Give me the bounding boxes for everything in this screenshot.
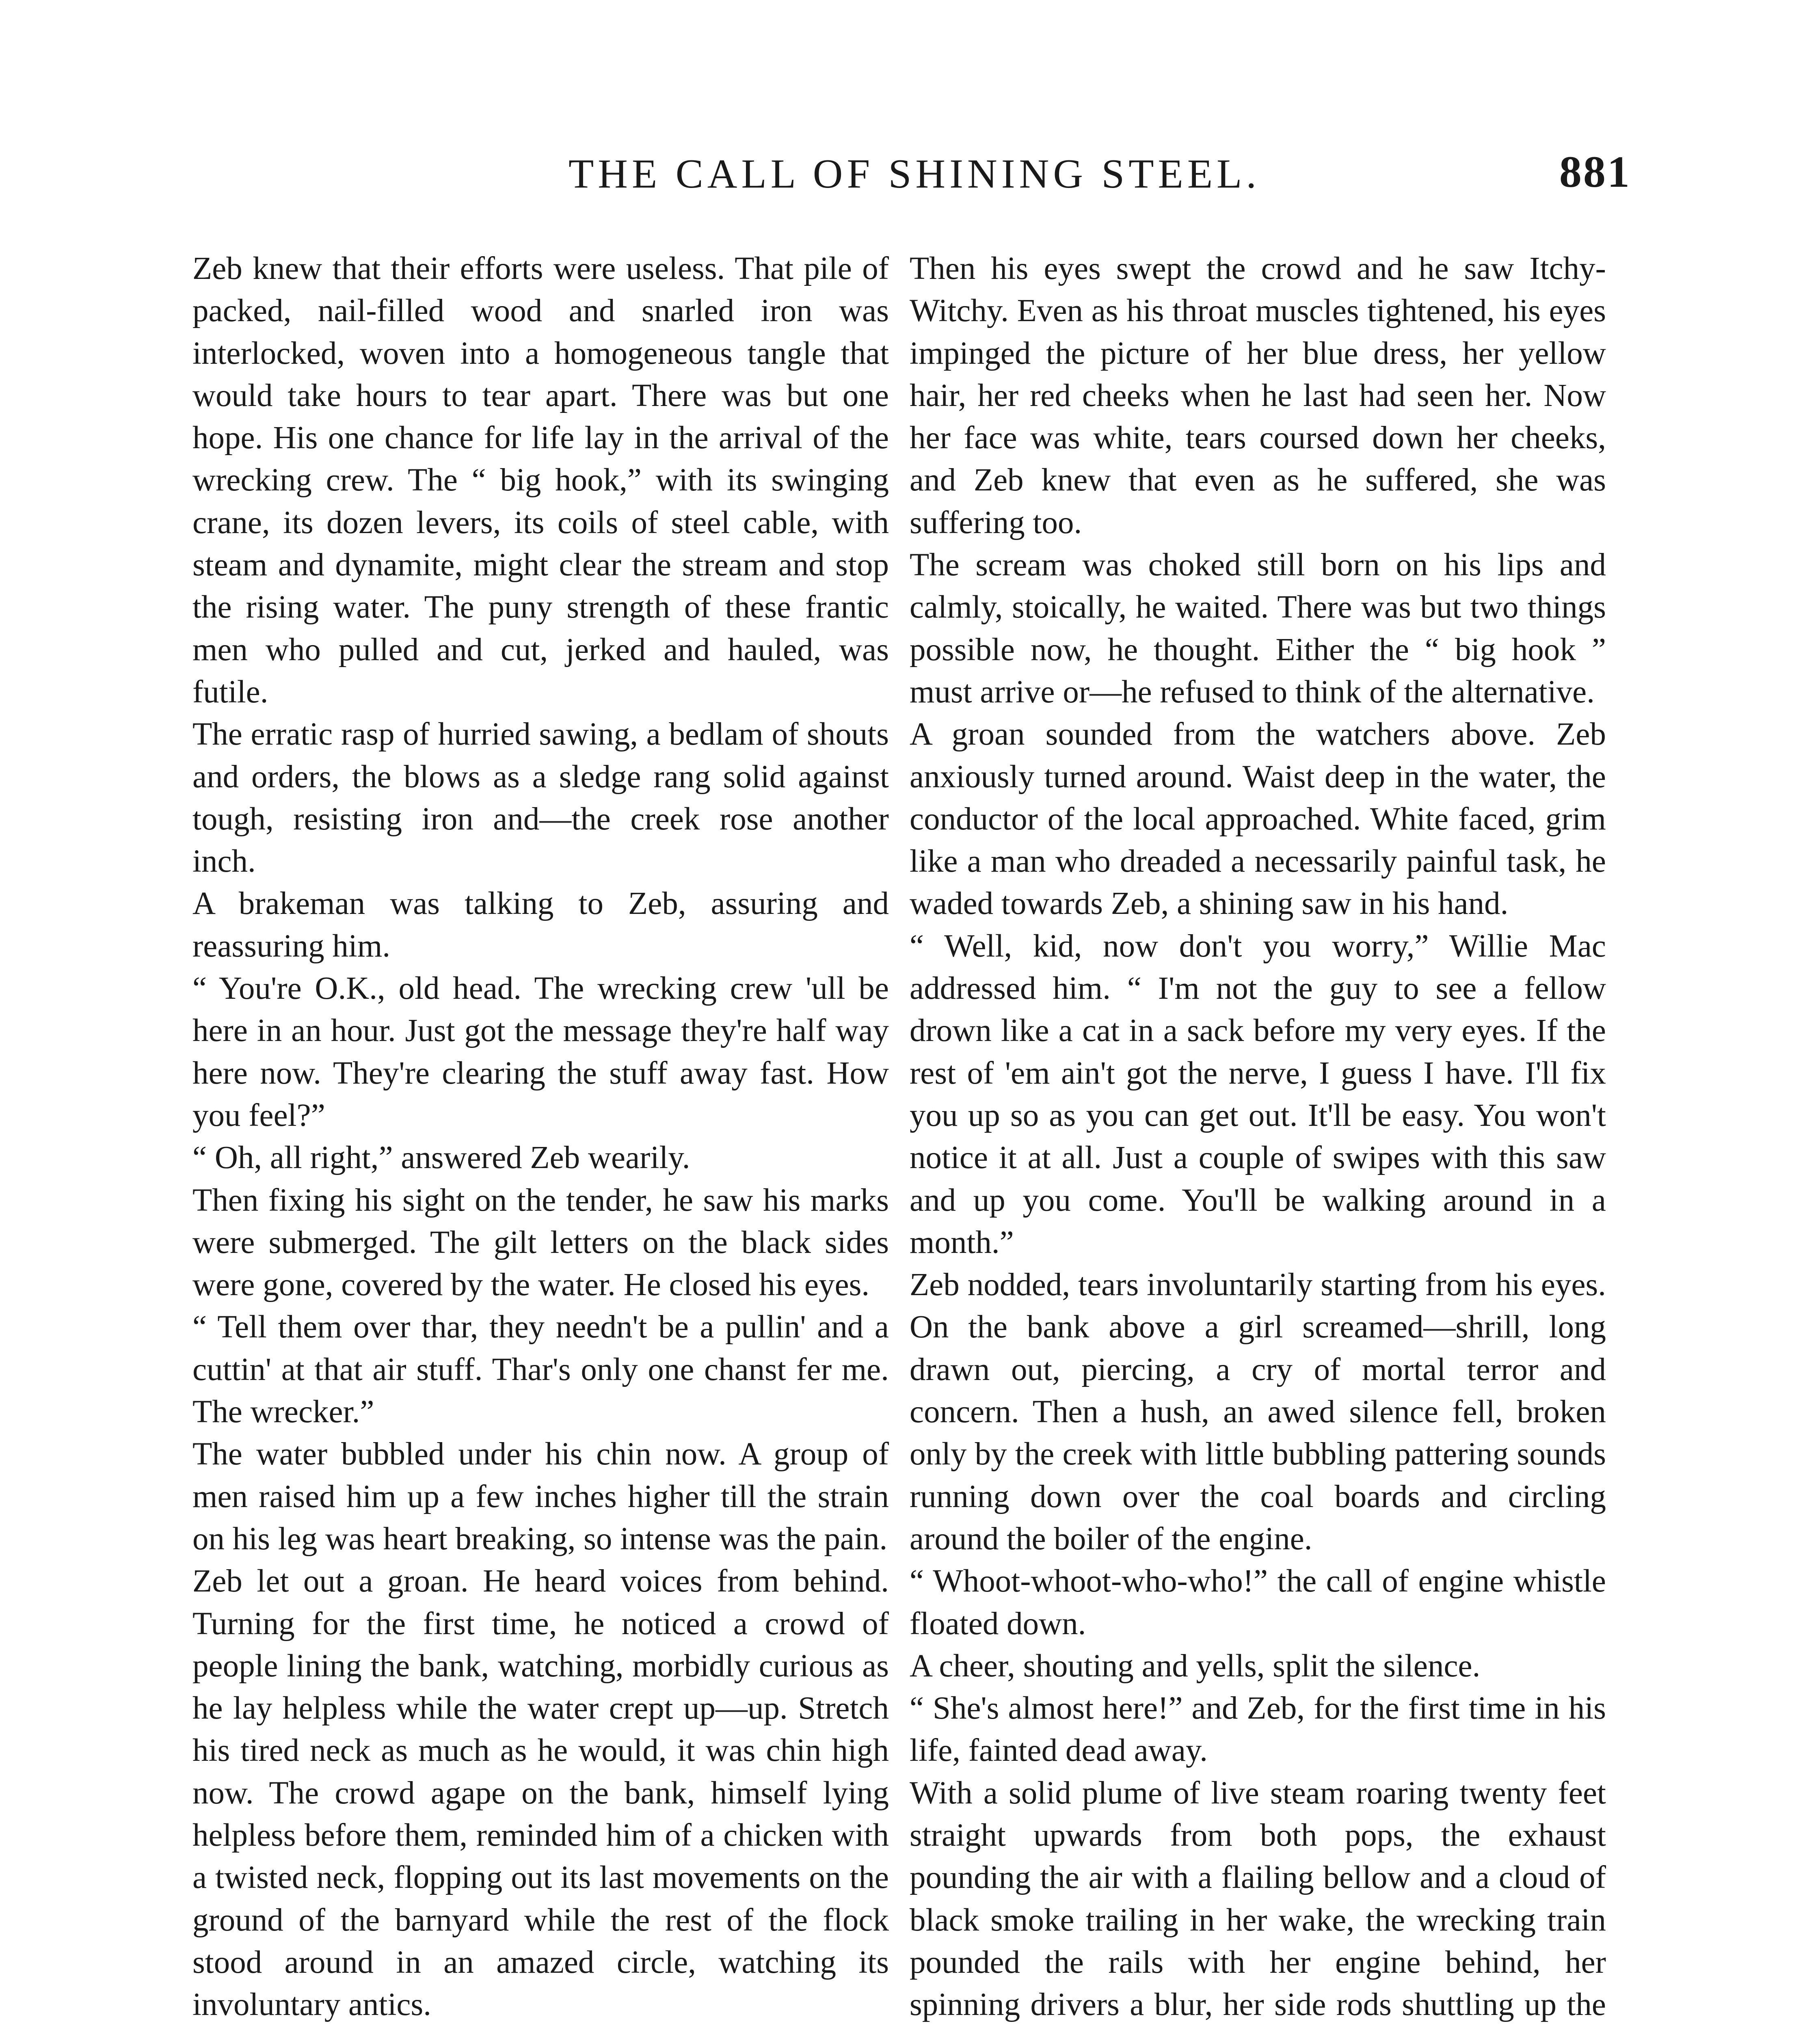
paragraph: Zeb let out a groan. He heard voices from behind. Turning for the first time, he noticed a crowd of people lining the bank, watching, morbidly curious as he lay helpless while the water crept up—up. Stretch his tired neck as much as he would, it was chin high now. The crowd agape on the bank, himself lying helpless before them, reminded him of a chicken with a twisted neck, flopping out its last movements on the ground of the barnyard while the rest of the flock stood around in an amazed circle, watching its involuntary antics. bbox=[192, 1564, 889, 2023]
paragraph bbox=[192, 2026, 889, 2030]
paragraph: With a solid plume of live steam roaring twenty feet straight upwards from both pops, the exhaust pounding the air with a flailing bellow and a cloud of black smoke trailing in her wake, the wrecking train pounded the rails with her engine behind, her spinning drivers a blur, her side rods shuttling up the bbox=[910, 1775, 1606, 2023]
paragraph: Then his eyes swept the crowd and he saw Itchy-Witchy. Even as his throat muscles tightened, his eyes impinged the picture of her blue dress, her yellow hair, her red cheeks when he last had seen her. Now her face was white, tears coursed down her cheeks, and Zeb knew that even as he suffered, she was suffering too. bbox=[910, 251, 1606, 540]
page-number: 881 bbox=[1559, 147, 1631, 197]
paragraph: The scream was choked still born on his lips and calmly, stoically, he waited. There was but two things possible now, he thought. Either the “ big hook ” must arrive or—he refused to think of the alternative. bbox=[910, 547, 1606, 710]
paragraph: A groan sounded from the watchers above. Zeb anxiously turned around. Waist deep in the water, the conductor of the local approached. White faced, grim like a man who dreaded a necessarily painful task, he waded towards Zeb, a shining saw in his hand. bbox=[910, 717, 1606, 922]
paragraph: The water bubbled under his chin now. A group of men raised him up a few inches higher till the strain on his leg was heart breaking, so intense was the pain. bbox=[192, 1436, 889, 1557]
left-column bbox=[192, 248, 889, 2030]
paragraph: The erratic rasp of hurried sawing, a bedlam of shouts and orders, the blows as a sledge rang solid against tough, resisting iron and—the creek rose another inch. bbox=[192, 717, 889, 879]
paragraph: A cheer, shouting and yells, split the silence. bbox=[910, 1648, 1481, 1684]
paragraph: “ Oh, all right,” answered Zeb wearily. bbox=[192, 1140, 690, 1176]
paragraph: “ Tell them over thar, they needn't be a pullin' and a cuttin' at that air stuff. Thar's only one chanst fer me. The wrecker.” bbox=[192, 1309, 889, 1430]
paragraph: “ Well, kid, now don't you worry,” Willie Mac addressed him. “ I'm not the guy to see a fellow drown like a cat in a sack before my very eyes. If the rest of 'em ain't got the nerve, I guess I have. I'll fix you up so as you can get out. It'll be easy. You won't notice it at all. Just a couple of swipes with this saw and up you come. You'll be walking around in a month.” bbox=[910, 928, 1606, 1260]
running-title: THE CALL OF SHINING STEEL. bbox=[568, 151, 1260, 197]
paragraph: “ You're O.K., old head. The wrecking crew 'ull be here in an hour. Just got the message they're half way here now. They're clearing the stuff away fast. How you feel?” bbox=[192, 971, 889, 1133]
right-column bbox=[910, 248, 1606, 2030]
paragraph: Then fixing his sight on the tender, he saw his marks were submerged. The gilt letters on the black sides were gone, covered by the water. He closed his eyes. bbox=[192, 1182, 889, 1303]
paragraph: A brakeman was talking to Zeb, assuring and reassuring him. bbox=[192, 886, 889, 964]
paragraph: “ Whoot-whoot-who-who!” the call of engine whistle floated down. bbox=[910, 1564, 1606, 1641]
paragraph: “ She's almost here!” and Zeb, for the first time in his life, fainted dead away. bbox=[910, 1691, 1606, 1769]
paragraph: Zeb knew that their efforts were useless. That pile of packed, nail-filled wood and snarled iron was interlocked, woven into a homogeneous tangle that would take hours to tear apart. There was but one hope. His one chance for life lay in the arrival of the wrecking crew. The “ big hook,” with its swinging crane, its dozen levers, its coils of steel cable, with steam and dynamite, might clear the stream and stop the rising water. The puny strength of these frantic men who pulled and cut, jerked and hauled, was futile. bbox=[192, 251, 889, 710]
paragraph: Zeb nodded, tears involuntarily starting from his eyes. On the bank above a girl screamed—shrill, long drawn out, piercing, a cry of mortal terror and concern. Then a hush, an awed silence fell, broken only by the creek with little bubbling pattering sounds running down over the coal boards and circling around the boiler of the engine. bbox=[910, 1267, 1606, 1557]
